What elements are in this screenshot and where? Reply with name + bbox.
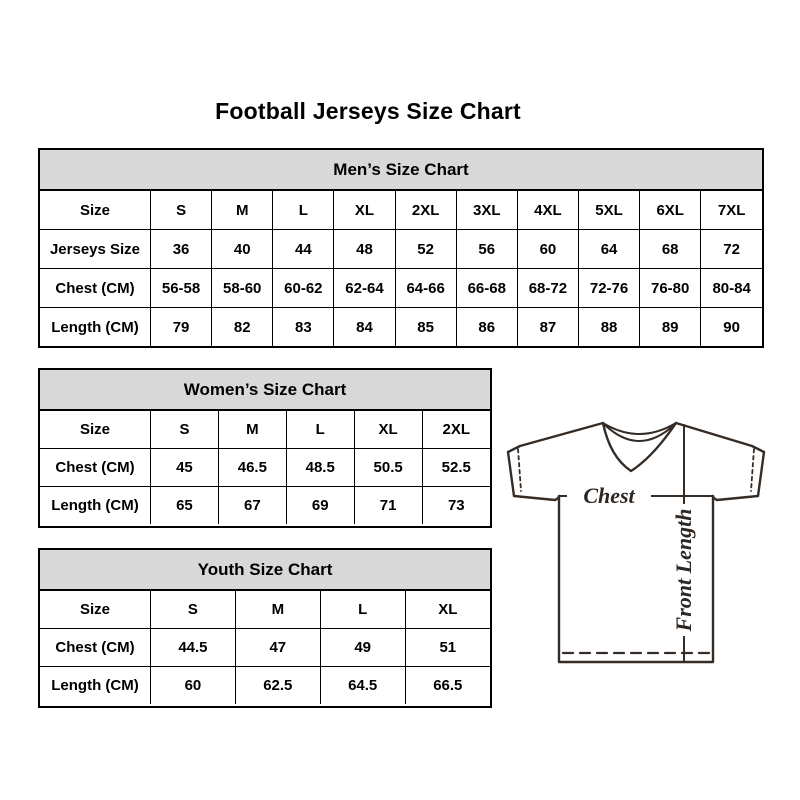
table-cell: XL bbox=[405, 591, 490, 629]
youth-table-grid bbox=[40, 590, 490, 704]
womens-table-grid bbox=[40, 410, 490, 524]
table-row bbox=[40, 487, 490, 525]
table-cell: 49 bbox=[320, 629, 405, 667]
womens-size-table bbox=[38, 368, 492, 528]
table-row bbox=[40, 308, 762, 347]
table-cell: S bbox=[151, 191, 212, 230]
table-cell: 90 bbox=[701, 308, 762, 347]
table-cell: 80-84 bbox=[701, 269, 762, 308]
table-cell: 85 bbox=[395, 308, 456, 347]
table-cell: M bbox=[218, 411, 286, 449]
table-cell: 4XL bbox=[517, 191, 578, 230]
table-cell: 68 bbox=[640, 230, 701, 269]
table-row bbox=[40, 667, 490, 705]
table-cell: 56-58 bbox=[151, 269, 212, 308]
jersey-outline bbox=[508, 423, 764, 662]
row-label: Length (CM) bbox=[40, 308, 151, 347]
table-cell: 71 bbox=[354, 487, 422, 525]
table-cell: 86 bbox=[456, 308, 517, 347]
table-cell: 64.5 bbox=[320, 667, 405, 705]
table-cell: 82 bbox=[212, 308, 273, 347]
table-row bbox=[40, 191, 762, 230]
table-cell: 66-68 bbox=[456, 269, 517, 308]
table-cell: L bbox=[286, 411, 354, 449]
jersey-diagram bbox=[503, 400, 771, 690]
table-row bbox=[40, 449, 490, 487]
table-cell: 52.5 bbox=[422, 449, 490, 487]
page-title: Football Jerseys Size Chart bbox=[215, 98, 521, 124]
table-cell: 73 bbox=[422, 487, 490, 525]
row-label: Jerseys Size bbox=[40, 230, 151, 269]
table-cell: 3XL bbox=[456, 191, 517, 230]
table-row bbox=[40, 591, 490, 629]
mens-table-grid bbox=[40, 190, 762, 346]
womens-table-header: Women’s Size Chart bbox=[40, 370, 490, 410]
table-cell: 72 bbox=[701, 230, 762, 269]
table-cell: S bbox=[151, 411, 219, 449]
table-cell: 72-76 bbox=[578, 269, 639, 308]
table-cell: 56 bbox=[456, 230, 517, 269]
table-cell: 45 bbox=[151, 449, 219, 487]
youth-size-table bbox=[38, 548, 492, 708]
table-row bbox=[40, 411, 490, 449]
table-cell: 44.5 bbox=[151, 629, 236, 667]
table-cell: 62-64 bbox=[334, 269, 395, 308]
table-cell: 62.5 bbox=[235, 667, 320, 705]
table-cell: XL bbox=[334, 191, 395, 230]
row-label: Size bbox=[40, 411, 151, 449]
table-cell: 48 bbox=[334, 230, 395, 269]
table-cell: 88 bbox=[578, 308, 639, 347]
table-cell: M bbox=[212, 191, 273, 230]
table-cell: 36 bbox=[151, 230, 212, 269]
row-label: Chest (CM) bbox=[40, 629, 151, 667]
table-cell: 7XL bbox=[701, 191, 762, 230]
table-cell: 44 bbox=[273, 230, 334, 269]
table-row bbox=[40, 629, 490, 667]
mens-table-header: Men’s Size Chart bbox=[40, 150, 762, 190]
table-cell: L bbox=[273, 191, 334, 230]
row-label: Chest (CM) bbox=[40, 449, 151, 487]
table-cell: 87 bbox=[517, 308, 578, 347]
table-cell: 83 bbox=[273, 308, 334, 347]
chest-measure-label: Chest bbox=[583, 483, 635, 508]
table-cell: M bbox=[235, 591, 320, 629]
table-cell: 51 bbox=[405, 629, 490, 667]
table-cell: 64-66 bbox=[395, 269, 456, 308]
youth-table-header: Youth Size Chart bbox=[40, 550, 490, 590]
table-cell: 50.5 bbox=[354, 449, 422, 487]
table-cell: 66.5 bbox=[405, 667, 490, 705]
table-cell: 40 bbox=[212, 230, 273, 269]
row-label: Length (CM) bbox=[40, 487, 151, 525]
row-label: Size bbox=[40, 191, 151, 230]
mens-size-table bbox=[38, 148, 764, 348]
table-row bbox=[40, 230, 762, 269]
table-cell: 84 bbox=[334, 308, 395, 347]
row-label: Chest (CM) bbox=[40, 269, 151, 308]
table-cell: 65 bbox=[151, 487, 219, 525]
table-cell: 48.5 bbox=[286, 449, 354, 487]
table-cell: 89 bbox=[640, 308, 701, 347]
row-label: Size bbox=[40, 591, 151, 629]
table-cell: 2XL bbox=[422, 411, 490, 449]
table-cell: 46.5 bbox=[218, 449, 286, 487]
table-cell: 6XL bbox=[640, 191, 701, 230]
table-cell: 60-62 bbox=[273, 269, 334, 308]
table-cell: 79 bbox=[151, 308, 212, 347]
table-cell: 68-72 bbox=[517, 269, 578, 308]
row-label: Length (CM) bbox=[40, 667, 151, 705]
table-cell: 60 bbox=[151, 667, 236, 705]
table-row bbox=[40, 269, 762, 308]
table-cell: 76-80 bbox=[640, 269, 701, 308]
table-cell: 52 bbox=[395, 230, 456, 269]
table-cell: L bbox=[320, 591, 405, 629]
table-cell: 5XL bbox=[578, 191, 639, 230]
table-cell: 64 bbox=[578, 230, 639, 269]
table-cell: S bbox=[151, 591, 236, 629]
front-length-measure-label: Front Length bbox=[671, 508, 696, 632]
table-cell: 2XL bbox=[395, 191, 456, 230]
table-cell: 69 bbox=[286, 487, 354, 525]
table-cell: 67 bbox=[218, 487, 286, 525]
table-cell: 58-60 bbox=[212, 269, 273, 308]
table-cell: 47 bbox=[235, 629, 320, 667]
table-cell: XL bbox=[354, 411, 422, 449]
table-cell: 60 bbox=[517, 230, 578, 269]
